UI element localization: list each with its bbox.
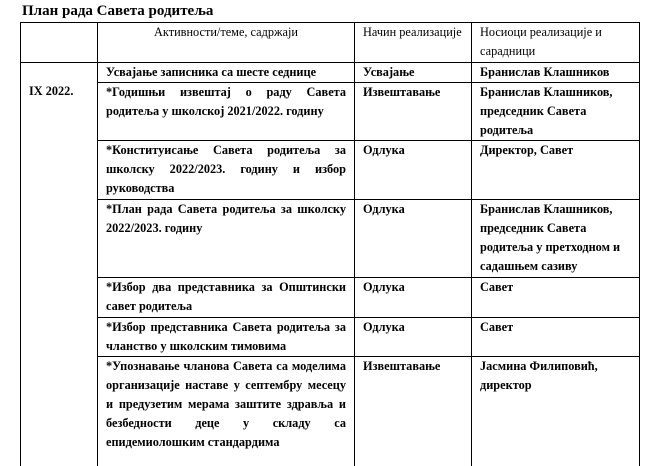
table-row — [21, 63, 640, 83]
table-row — [21, 83, 640, 141]
activity-cell: *Упознавање чланова Савета са моделима организације наставе у септембру месецу и предузетим мерама заштите здравља и безбедности деце у складу са епидемиолошким стандардима — [98, 357, 355, 466]
table-row — [21, 278, 640, 318]
method-cell: Одлука — [355, 200, 472, 278]
header-holders: Носиоци реализације и сарадници — [472, 23, 640, 63]
method-cell: Одлука — [355, 318, 472, 357]
activity-cell: *Избор представника Савета родитеља за чланство у школским тимовима — [98, 318, 355, 357]
plan-table — [20, 22, 640, 466]
holders-cell: Бранислав Клашников — [472, 63, 640, 83]
table-row — [21, 357, 640, 466]
holders-cell: Бранислав Клашников, председник Савета родитеља у претходном и садашњем сазиву — [472, 200, 640, 278]
document-title: План рада Савета родитеља — [22, 3, 214, 19]
activity-cell: *Конституисање Савета родитеља за школску 2022/2023. годину и избор руководства — [98, 141, 355, 200]
holders-cell: Савет — [472, 318, 640, 357]
table-header-row — [21, 23, 640, 63]
holders-cell: Бранислав Клашников, председник Савета родитеља — [472, 83, 640, 141]
header-activities: Активности/теме, садржаји — [98, 23, 355, 63]
method-cell: Извештавање — [355, 83, 472, 141]
method-cell: Одлука — [355, 278, 472, 318]
holders-cell: Јасмина Филиповић, директор — [472, 357, 640, 466]
activity-cell: *План рада Савета родитеља за школску 2022/2023. годину — [98, 200, 355, 278]
holders-cell: Савет — [472, 278, 640, 318]
holders-cell: Директор, Савет — [472, 141, 640, 200]
activity-cell: *Избор два представника за Општински савет родитеља — [98, 278, 355, 318]
header-method: Начин реализације — [355, 23, 472, 63]
period-cell — [21, 63, 98, 466]
table-row — [21, 318, 640, 357]
activity-cell: Усвајање записника са шесте седнице — [98, 63, 355, 83]
method-cell: Усвајање — [355, 63, 472, 83]
table-row — [21, 141, 640, 200]
activity-cell: *Годишњи извештај о раду Савета родитеља у школској 2021/2022. годину — [98, 83, 355, 141]
table-row — [21, 200, 640, 278]
period-label: IX 2022. — [29, 84, 74, 98]
method-cell: Одлука — [355, 141, 472, 200]
header-period — [21, 23, 98, 63]
method-cell: Извештавање — [355, 357, 472, 466]
